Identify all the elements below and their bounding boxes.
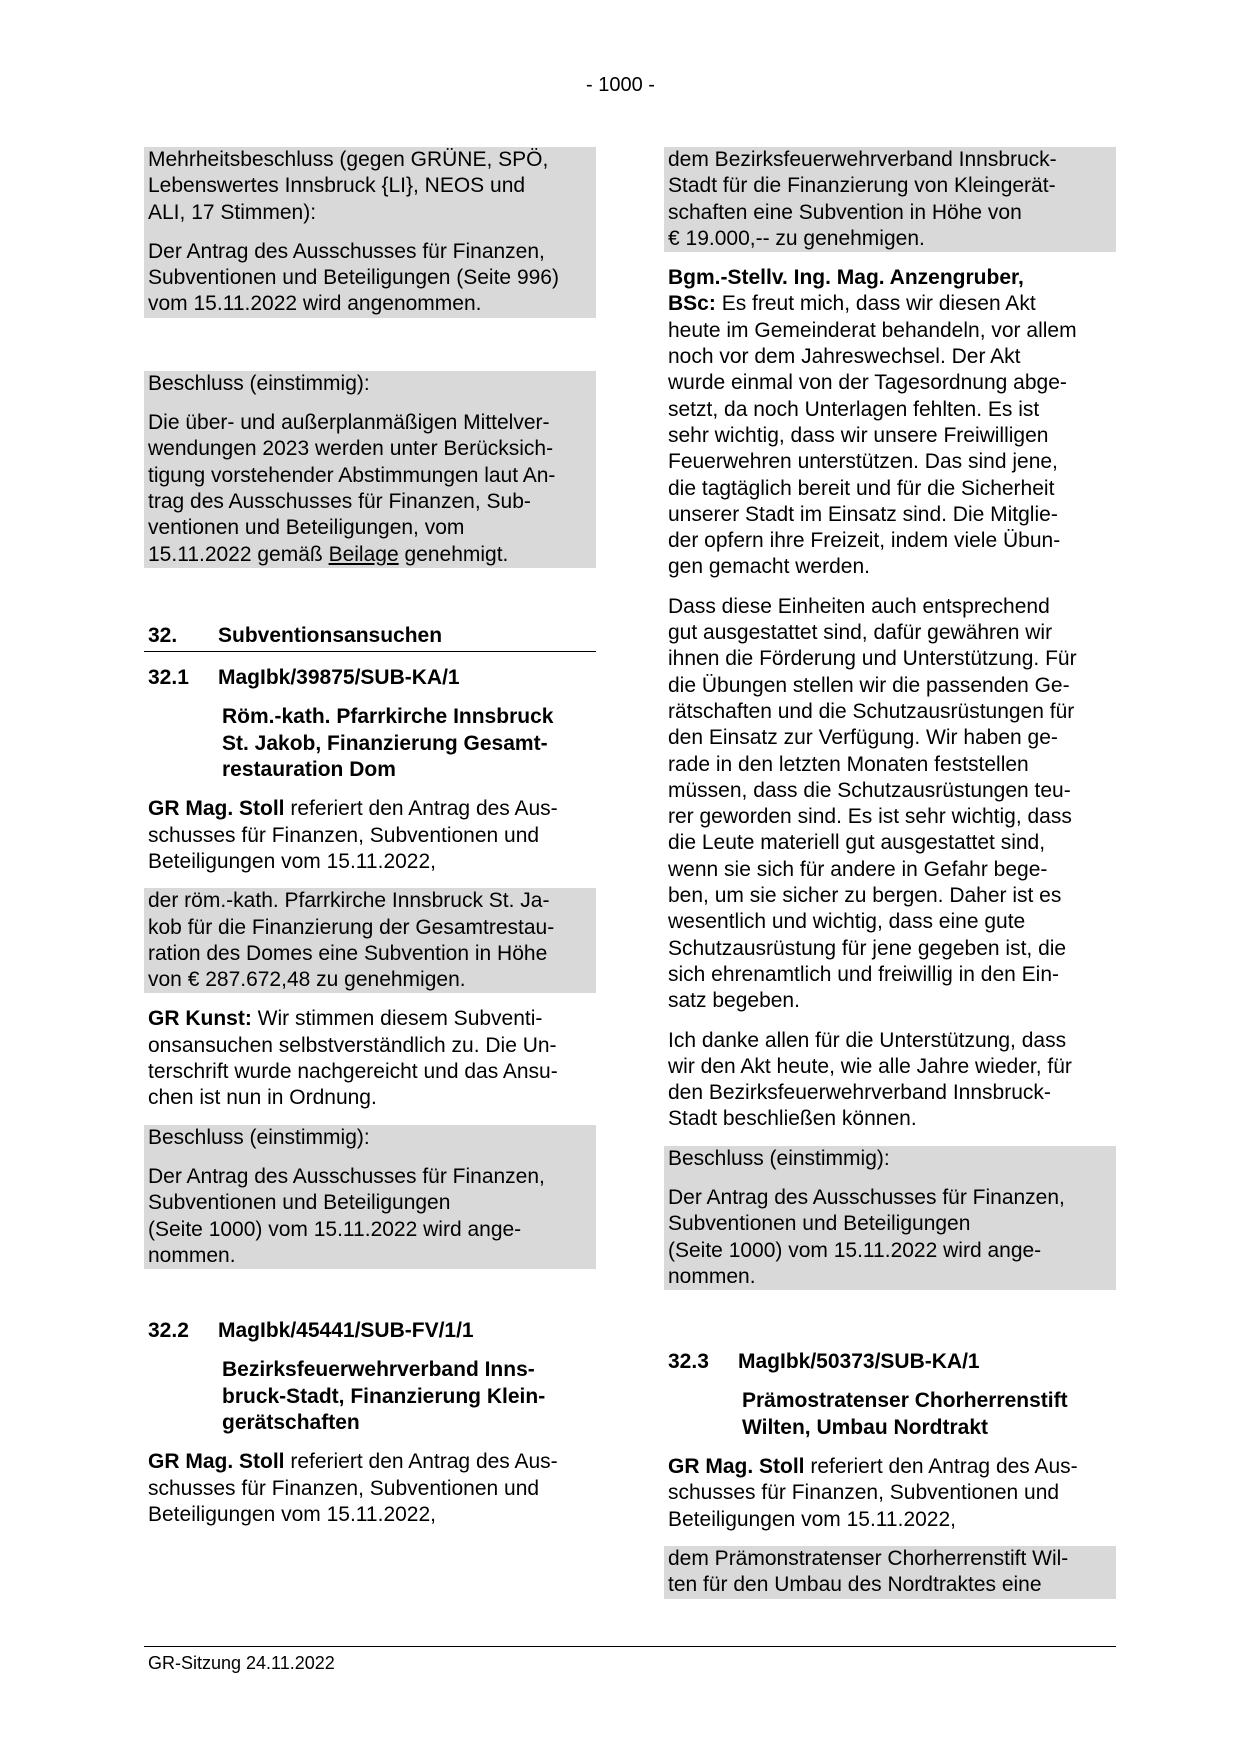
footer-text: GR-Sitzung 24.11.2022 [148, 1653, 335, 1673]
item-reference: 32.3 MagIbk/50373/SUB-KA/1 [668, 1350, 980, 1374]
section-heading: 32. Subventionsansuchen [144, 623, 596, 652]
unanimous-vote-heading: Beschluss (einstimmig): [144, 371, 596, 397]
motion-text: dem Prämonstratenser Chorherrenstift Wil- ten für den Umbau des Nordtraktes eine [664, 1546, 1116, 1599]
vote-decision: Der Antrag des Ausschusses für Finanzen, Subventionen und Beteiligungen (Seite 1000) vom 15.11.2022 wird ange- nommen. [144, 1151, 596, 1269]
page-number: - 1000 - [586, 74, 655, 96]
item-reference: 32.1 MagIbk/39875/SUB-KA/1 [148, 666, 460, 690]
report-intro: GR Mag. Stoll referiert den Antrag des Aus- schusses für Finanzen, Subventionen und Beteiligungen vom 15.11.2022, [668, 1455, 1078, 1531]
majority-vote-heading: Mehrheitsbeschluss (gegen GRÜNE, SPÖ, Lebenswertes Innsbruck {LI}, NEOS und ALI, 17 Stimmen): [144, 147, 596, 226]
speech: GR Kunst: Wir stimmen diesem Subventi- onsansuchen selbstverständlich zu. Die Un- terschrift wurde nachgereicht und das Ansu- chen ist nun in Ordnung. [148, 1007, 558, 1110]
beilage-link[interactable]: Beilage [328, 542, 399, 566]
item-title: Prämostratenser Chorherrenstift Wilten, Umbau Nordtrakt [742, 1389, 1068, 1439]
item-title: Bezirksfeuerwehrverband Inns- bruck-Stadt, Finanzierung Klein- gerätschaften [222, 1358, 546, 1434]
vote-decision: Der Antrag des Ausschusses für Finanzen, Subventionen und Beteiligungen (Seite 1000) vom 15.11.2022 wird ange- nommen. [664, 1172, 1116, 1290]
unanimous-vote-decision: Die über- und außerplanmäßigen Mittelver- wendungen 2023 werden unter Berücksich- tigung vorstehender Abstimmungen laut An- trag des Ausschusses für Finanzen, Sub- ventionen und Beteiligungen, vom 15.11.2022 gemäß Beilage genehmigt. [144, 397, 596, 568]
speech-paragraph: Ich danke allen für die Unterstützung, dass wir den Akt heute, wie alle Jahre wieder, für den Bezirksfeuerwehrverband Innsbruck- Stadt beschließen können. [668, 1028, 1072, 1131]
motion-text: der röm.-kath. Pfarrkirche Innsbruck St. Ja- kob für die Finanzierung der Gesamtrestau- ration des Domes eine Subvention in Höhe von € 287.672,48 zu genehmigen. [144, 888, 596, 993]
speech: Bgm.-Stellv. Ing. Mag. Anzengruber, BSc: Es freut mich, dass wir diesen Akt heute im Gemeinderat behandeln, vor allem noch vor dem Jahreswechsel. Der Akt wurde einmal von der Tagesordnung abge- setzt, da noch Unterlagen fehlten. Es ist sehr wichtig, dass wir unsere Freiwilligen Feuerwehren unterstützen. Das sind jene, die tagtäglich bereit und für die Sicherheit unserer Stadt im Einsatz sind. Die Mitglie- der opfern ihre Freizeit, indem viele Übun- gen gemacht werden. [668, 266, 1077, 579]
vote-heading: Beschluss (einstimmig): [664, 1146, 1116, 1172]
report-intro: GR Mag. Stoll referiert den Antrag des Aus- schusses für Finanzen, Subventionen und Beteiligungen vom 15.11.2022, [148, 797, 558, 873]
left-column [144, 147, 596, 1541]
vote-heading: Beschluss (einstimmig): [144, 1125, 596, 1151]
speech-paragraph: Dass diese Einheiten auch entsprechend gut ausgestattet sind, dafür gewähren wir ihnen die Förderung und Unterstützung. Für die Übungen stellen wir die passenden Ge- rätschaften und die Schutzausrüstungen für den Einsatz zur Verfügung. Wir haben ge- rade in den letzten Monaten feststellen müssen, dass die Schutzausrüstungen teu- rer geworden sind. Es ist sehr wichtig, dass die Leute materiell gut ausgestattet sind, wenn sie sich für andere in Gefahr bege- ben, um sie sicher zu bergen. Daher ist es wesentlich und wichtig, dass eine gute Schutzausrüstung für jene gegeben ist, die sich ehrenamtlich und freiwillig in den Ein- satz begeben. [668, 594, 1077, 1013]
majority-vote-decision: Der Antrag des Ausschusses für Finanzen, Subventionen und Beteiligungen (Seite 996) vom 15.11.2022 wird angenommen. [144, 226, 596, 318]
item-title: Röm.-kath. Pfarrkirche Innsbruck St. Jakob, Finanzierung Gesamt- restauration Dom [222, 705, 554, 782]
report-intro: GR Mag. Stoll referiert den Antrag des Aus- schusses für Finanzen, Subventionen und Beteiligungen vom 15.11.2022, [148, 1450, 558, 1526]
page-footer [144, 1646, 1116, 1674]
item-reference: 32.2 MagIbk/45441/SUB-FV/1/1 [148, 1319, 474, 1343]
right-column [664, 147, 1116, 1612]
motion-text: dem Bezirksfeuerwehrverband Innsbruck- Stadt für die Finanzierung von Kleingerät- schaften eine Subvention in Höhe von € 19.000,-- zu genehmigen. [664, 147, 1116, 252]
